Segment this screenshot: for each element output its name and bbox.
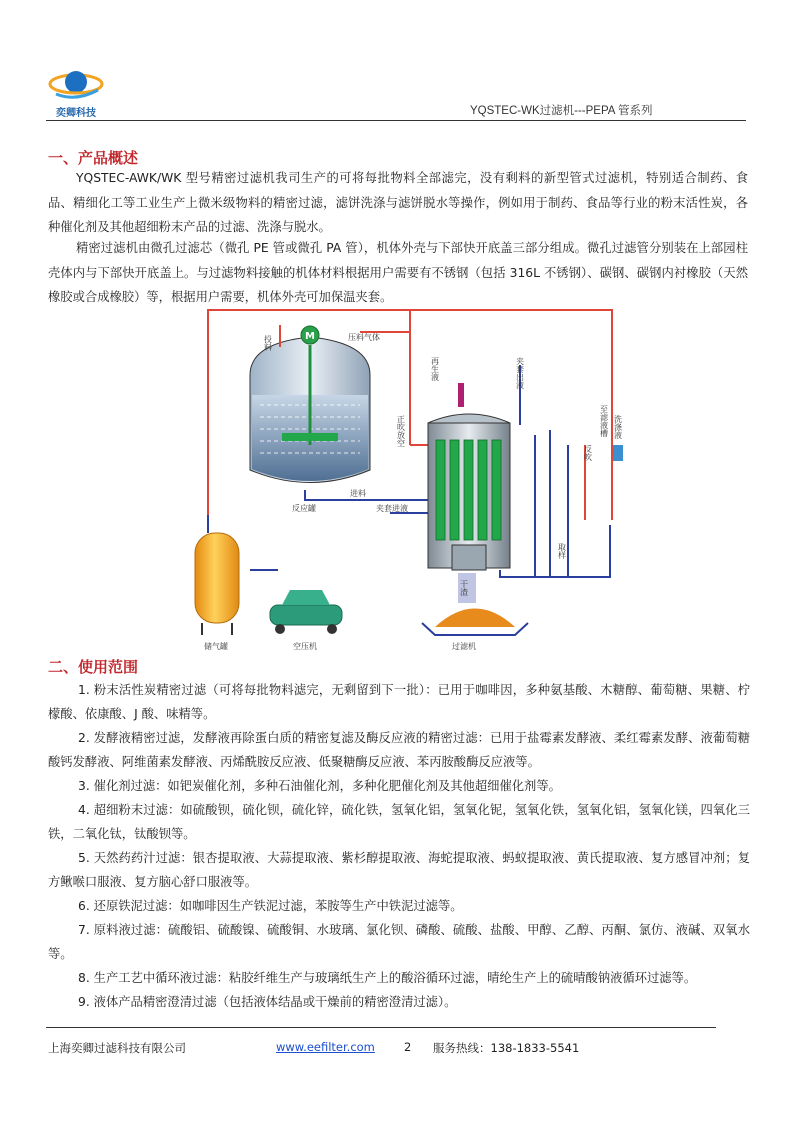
footer-page-number: 2 [404,1040,412,1054]
wash-liquid-vessel [613,445,623,461]
overview-paragraph-2: 精密过滤机由微孔过滤芯（微孔 PE 管或微孔 PA 管），机体外壳与下部快开底盖三部分组成。微孔过滤管分别装在上部园柱壳体内与下部快开底盖上。与过滤物料接触的机体材料根据用户需要有不锈钢（包括 316L 不锈钢）、碳钢、碳钢内衬橡胶（天然橡胶或合成橡胶）等，根据用户需要，机体外壳可加保温夹套。 [48,241,748,304]
section-heading-overview: 一、产品概述 [48,149,139,167]
scope-item-5: 5. 天然药药汁过滤：银杏提取液、大蒜提取液、紫杉醇提取液、海蛇提取液、蚂蚁提取液、黄氏提取液、复方感冒冲剂；复方鳅喉口服液、复方脑心舒口服液等。 [48,851,750,889]
gas-storage-tank [195,533,239,635]
scope-item-6: 6. 还原铁泥过滤：如咖啡因生产铁泥过滤，苯胺等生产中铁泥过滤等。 [78,899,463,913]
overview-paragraph-1: YQSTEC-AWK/WK 型号精密过滤机我司生产的可将每批物料全部滤完，没有剩料的新型管式过滤机，特别适合制药、食品、精细化工等工业生产上微米级物料的精密过滤，滤饼洗涤与滤饼脱水等操作，例如用于制药、食品等行业的粉末活性炭，各种催化剂及其他超细粉末产品的过滤、洗涤与脱水。 [48,171,748,234]
scope-item-3: 3. 催化剂过滤：如钯炭催化剂，多种石油催化剂，多种化肥催化剂及其他超细催化剂等。 [78,779,561,793]
label-forward-blow: 正吹放空 [396,415,406,447]
section-heading-scope: 二、使用范围 [48,658,139,676]
label-regen: 再生液 [430,357,440,381]
dry-residue-cart [422,573,528,635]
scope-item-8: 8. 生产工艺中循环液过滤：粘胶纤维生产与玻璃纸生产上的酸浴循环过滤，晴纶生产上的硫晴酸钠液循环过滤等。 [78,971,697,985]
scope-item-9: 9. 液体产品精密澄清过滤（包括液体结晶或干燥前的精密澄清过滤）。 [78,995,457,1009]
label-jacket-in: 夹套进液 [376,504,408,513]
label-compressor: 空压机 [293,642,317,651]
label-sample: 取样 [557,543,567,559]
process-diagram [190,305,630,657]
label-reactor: 反应罐 [292,504,316,513]
label-back-blow: 反吹 [583,445,593,461]
logo-text: 奕卿科技 [56,108,96,119]
label-press-gas: 压料气体 [348,333,380,342]
footer-divider [46,1027,716,1028]
header-title: YQSTEC-WK过滤机---PEPA 管系列 [470,105,653,117]
label-gas-tank: 储气罐 [204,642,228,651]
label-wash: 洗涤液 [613,415,623,439]
label-filter: 过滤机 [452,642,476,651]
motor-label: M [305,331,315,342]
scope-item-7: 7. 原料液过滤：硫酸铝、硫酸镍、硫酸铜、水玻璃、氯化钡、磷酸、硫酸、盐酸、甲醇、乙醇、丙酮、氯仿、液碱、双氧水等。 [48,923,750,961]
label-dry-residue: 干渣 [459,580,469,596]
label-to-filtrate: 至滤液槽 [599,405,609,437]
header-divider [46,120,746,121]
scope-list [48,678,750,1014]
footer-company: 上海奕卿过滤科技有限公司 [48,1041,186,1055]
scope-item-1: 1. 粉末活性炭精密过滤（可将每批物料滤完，无剩留到下一批）：已用于咖啡因，多种氨基酸、木糖醇、葡萄糖、果糖、柠檬酸、依康酸、J 酸、味精等。 [48,683,750,721]
label-feed-in: 进料 [350,489,366,498]
label-feed: 投料 [263,335,273,351]
air-compressor [270,590,342,634]
footer-hotline: 服务热线：138-1833-5541 [433,1041,580,1055]
filter-machine [428,383,510,570]
scope-item-2: 2. 发酵液精密过滤，发酵液再除蛋白质的精密复滤及酶反应液的精密过滤：已用于盐霉素发酵液、柔红霉素发酵、液葡萄糖酸钙发酵液、阿维菌素发酵液、丙烯酰胺反应液、低聚糖酶反应液、苯丙胺酸酶反应液等。 [48,731,750,769]
label-jacket-out: 夹套出液 [515,357,525,389]
scope-item-4: 4. 超细粉末过滤：如硫酸钡，硫化钡，硫化锌，硫化铁，氢氧化铝，氢氧化铌，氢氧化铁，氢氧化铝，氢氧化镁，四氧化三铁，二氧化钛，钛酸钡等。 [48,803,750,841]
footer-website-link[interactable]: www.eefilter.com [276,1040,375,1054]
